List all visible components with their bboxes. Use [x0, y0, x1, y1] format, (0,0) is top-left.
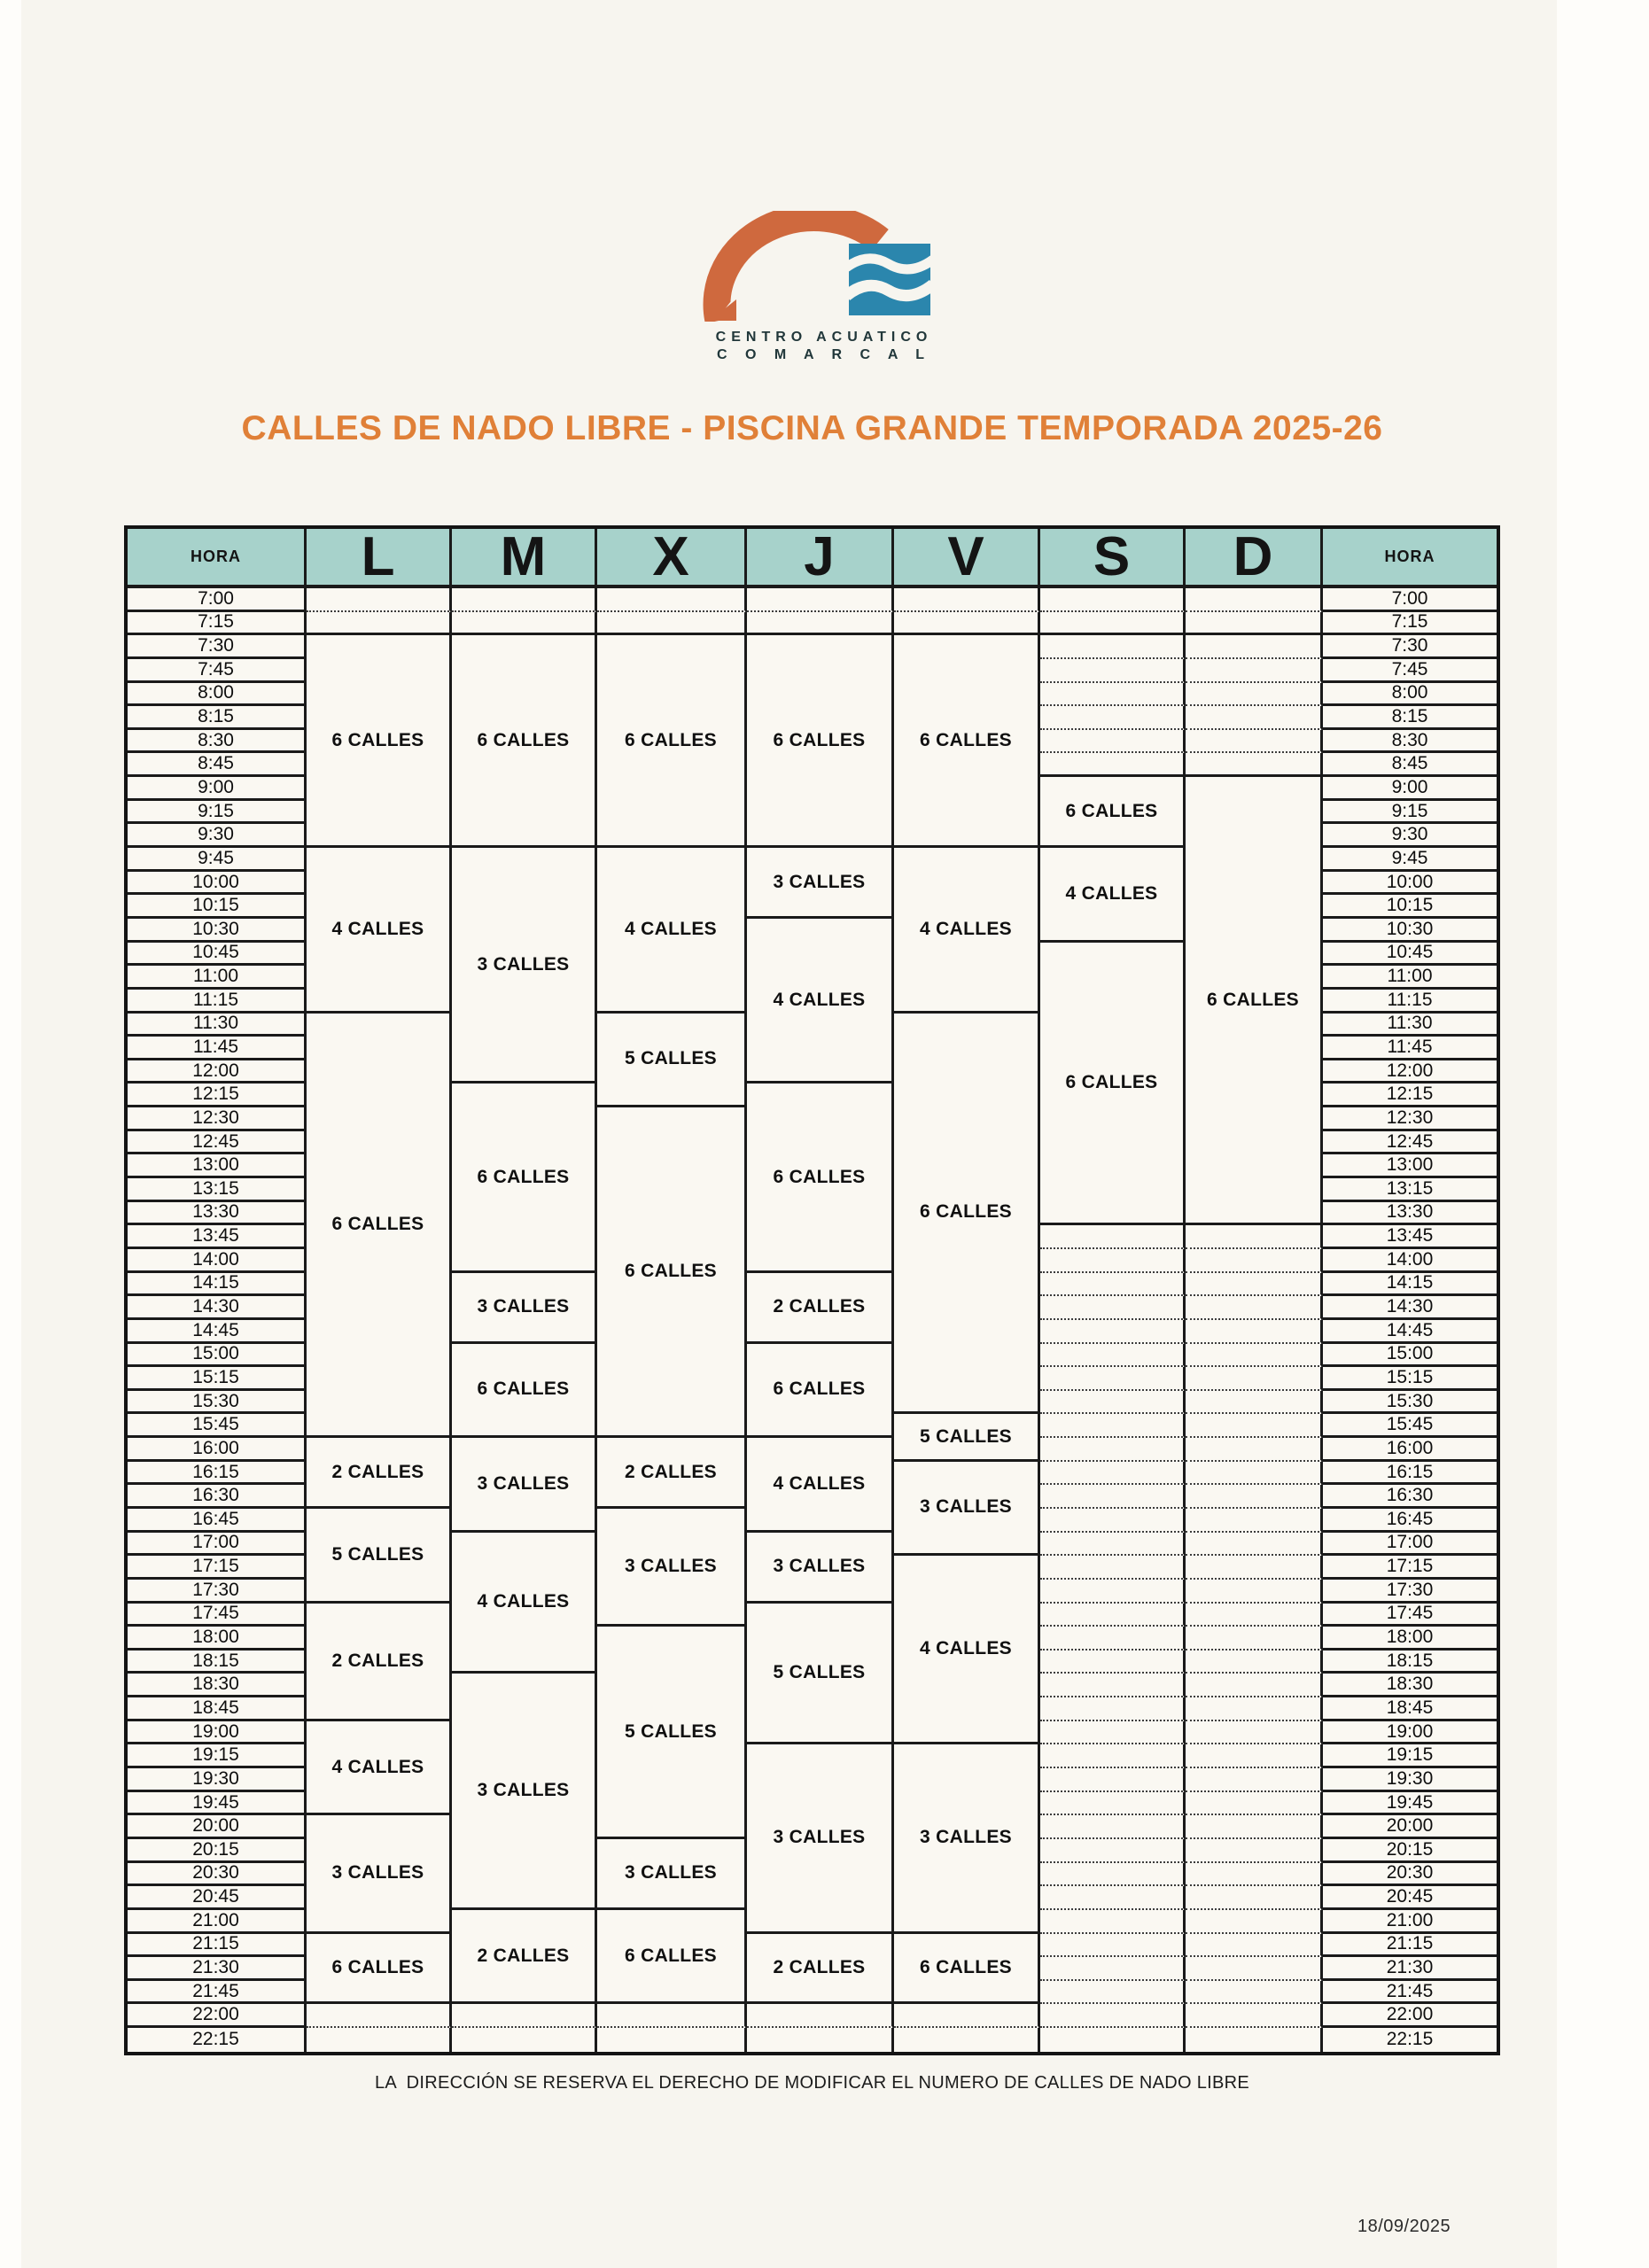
closed-slot — [1186, 1509, 1323, 1533]
closed-slot — [1040, 588, 1186, 612]
closed-slot — [1186, 1273, 1323, 1297]
closed-slot — [1186, 1556, 1323, 1580]
closed-slot — [1186, 1839, 1323, 1863]
time-cell: 18:00 — [1323, 1627, 1497, 1651]
closed-slot — [1040, 1438, 1186, 1462]
closed-slot — [747, 612, 894, 636]
closed-slot — [1040, 1651, 1186, 1674]
closed-slot — [1186, 1886, 1323, 1910]
closed-slot — [1040, 1509, 1186, 1533]
time-cell: 13:00 — [128, 1154, 307, 1178]
time-cell: 18:15 — [128, 1651, 307, 1674]
time-cell: 16:15 — [1323, 1462, 1497, 1486]
schedule-block: 6 CALLES — [1040, 943, 1186, 1226]
closed-slot — [1040, 683, 1186, 707]
schedule-block: 2 CALLES — [747, 1934, 894, 2005]
closed-slot — [1186, 588, 1323, 612]
time-cell: 7:00 — [1323, 588, 1497, 612]
closed-slot — [1040, 1296, 1186, 1320]
closed-slot — [1040, 1863, 1186, 1887]
schedule-block: 3 CALLES — [452, 848, 597, 1084]
closed-slot — [1186, 1744, 1323, 1768]
revision-date: 18/09/2025 — [1357, 2217, 1451, 2236]
header-cell-hora-right: HORA — [1323, 529, 1497, 588]
time-cell: 19:45 — [128, 1792, 307, 1816]
closed-slot — [894, 2004, 1040, 2028]
closed-slot — [307, 2028, 452, 2052]
time-cell: 18:30 — [128, 1674, 307, 1697]
time-cell: 16:30 — [128, 1485, 307, 1509]
time-cell: 14:15 — [128, 1273, 307, 1297]
time-cell: 12:00 — [128, 1060, 307, 1084]
schedule-block: 3 CALLES — [452, 1674, 597, 1909]
closed-slot — [1186, 1674, 1323, 1697]
time-cell: 8:00 — [128, 683, 307, 707]
schedule-block: 6 CALLES — [597, 1107, 747, 1438]
schedule-block: 2 CALLES — [452, 1910, 597, 2005]
closed-slot — [1040, 730, 1186, 754]
closed-slot — [1186, 1367, 1323, 1391]
time-cell: 17:45 — [1323, 1604, 1497, 1627]
time-cell: 11:15 — [128, 990, 307, 1014]
time-cell: 13:30 — [128, 1202, 307, 1226]
schedule-block: 3 CALLES — [894, 1744, 1040, 1933]
closed-slot — [1040, 1414, 1186, 1438]
closed-slot — [307, 612, 452, 636]
time-cell: 9:45 — [1323, 848, 1497, 872]
closed-slot — [1186, 1438, 1323, 1462]
closed-slot — [1040, 2028, 1186, 2052]
header-cell-day-d: D — [1186, 529, 1323, 588]
closed-slot — [1040, 1886, 1186, 1910]
time-cell: 17:00 — [1323, 1533, 1497, 1557]
closed-slot — [1040, 1721, 1186, 1745]
closed-slot — [1186, 1391, 1323, 1415]
closed-slot — [1040, 2004, 1186, 2028]
schedule-block: 2 CALLES — [307, 1604, 452, 1721]
closed-slot — [1186, 2028, 1323, 2052]
time-cell: 15:15 — [1323, 1367, 1497, 1391]
schedule-block: 4 CALLES — [747, 919, 894, 1084]
time-cell: 15:45 — [1323, 1414, 1497, 1438]
closed-slot — [1040, 1273, 1186, 1297]
time-cell: 22:15 — [1386, 2029, 1434, 2050]
time-cell: 10:45 — [1323, 943, 1497, 967]
time-cell: 15:15 — [128, 1367, 307, 1391]
schedule-block: 6 CALLES — [894, 1014, 1040, 1415]
time-cell: 22:00 — [1323, 2004, 1497, 2028]
time-cell: 16:15 — [128, 1462, 307, 1486]
time-cell: 7:30 — [128, 635, 307, 659]
time-cell: 20:30 — [1323, 1863, 1497, 1887]
time-cell: 20:15 — [128, 1839, 307, 1863]
closed-slot — [1186, 1249, 1323, 1273]
time-cell: 21:30 — [1323, 1957, 1497, 1981]
time-cell: 20:15 — [1323, 1839, 1497, 1863]
closed-slot — [1186, 1957, 1323, 1981]
time-cell: 17:30 — [128, 1580, 307, 1604]
time-cell: 22:15 — [128, 2028, 307, 2052]
time-cell: 13:15 — [128, 1178, 307, 1202]
time-cell: 9:30 — [1323, 824, 1497, 848]
schedule-block: 6 CALLES — [452, 635, 597, 848]
time-cell: 14:30 — [128, 1296, 307, 1320]
time-cell: 11:15 — [1323, 990, 1497, 1014]
closed-slot — [1040, 1674, 1186, 1697]
closed-slot — [1040, 706, 1186, 730]
time-cell: 20:45 — [1323, 1886, 1497, 1910]
time-cell: 7:45 — [1323, 659, 1497, 683]
time-cell: 15:30 — [128, 1391, 307, 1415]
schedule-block: 6 CALLES — [894, 1934, 1040, 2005]
footer-note: LA DIRECCIÓN SE RESERVA EL DERECHO DE MODIFICAR EL NUMERO DE CALLES DE NADO LIBRE — [374, 2073, 1250, 2093]
time-cell: 16:00 — [1323, 1438, 1497, 1462]
closed-slot — [1040, 1934, 1186, 1958]
closed-slot — [1186, 1225, 1323, 1249]
closed-slot — [1040, 1225, 1186, 1249]
time-cell: 18:00 — [128, 1627, 307, 1651]
closed-slot — [747, 588, 894, 612]
time-cell: 22:00 — [128, 2004, 307, 2028]
closed-slot — [747, 2028, 894, 2052]
closed-slot — [1186, 1320, 1323, 1344]
closed-slot — [1040, 1556, 1186, 1580]
header-cell-day-l: L — [307, 529, 452, 588]
closed-slot — [1040, 1815, 1186, 1839]
time-cell: 16:00 — [128, 1438, 307, 1462]
schedule-block: 6 CALLES — [747, 1084, 894, 1272]
schedule-block: 3 CALLES — [597, 1839, 747, 1910]
closed-slot — [1040, 1604, 1186, 1627]
time-cell: 8:30 — [1323, 730, 1497, 754]
closed-slot — [1040, 1344, 1186, 1368]
schedule-block: 3 CALLES — [597, 1509, 747, 1627]
time-cell: 17:30 — [1323, 1580, 1497, 1604]
schedule-block: 2 CALLES — [747, 1273, 894, 1344]
schedule-block: 6 CALLES — [747, 635, 894, 848]
closed-slot — [597, 588, 747, 612]
schedule-block: 2 CALLES — [597, 1438, 747, 1509]
aquatic-center-logo-icon — [703, 211, 945, 322]
schedule-block: 3 CALLES — [894, 1462, 1040, 1557]
closed-slot — [1186, 612, 1323, 636]
schedule-block: 4 CALLES — [747, 1438, 894, 1533]
closed-slot — [307, 2004, 452, 2028]
time-cell: 14:30 — [1323, 1296, 1497, 1320]
time-cell: 19:45 — [1323, 1792, 1497, 1816]
time-cell: 19:15 — [128, 1744, 307, 1768]
closed-slot — [1186, 706, 1323, 730]
schedule-block: 3 CALLES — [747, 1744, 894, 1933]
schedule-block: 4 CALLES — [1040, 848, 1186, 943]
time-cell: 21:45 — [1323, 1981, 1497, 2005]
closed-slot — [452, 2028, 597, 2052]
closed-slot — [307, 588, 452, 612]
schedule-block: 6 CALLES — [307, 635, 452, 848]
closed-slot — [1186, 1651, 1323, 1674]
time-cell: 12:45 — [128, 1131, 307, 1155]
time-cell: 13:00 — [1323, 1154, 1497, 1178]
time-cell: 14:15 — [1323, 1273, 1497, 1297]
time-cell: 19:30 — [128, 1768, 307, 1792]
closed-slot — [1186, 1721, 1323, 1745]
time-cell: 21:45 — [128, 1981, 307, 2005]
time-cell: 21:00 — [128, 1910, 307, 1934]
time-cell: 14:45 — [128, 1320, 307, 1344]
time-cell: 15:45 — [128, 1414, 307, 1438]
schedule-block: 2 CALLES — [307, 1438, 452, 1509]
time-cell: 11:45 — [128, 1037, 307, 1060]
closed-slot — [1186, 1485, 1323, 1509]
closed-slot — [1186, 1462, 1323, 1486]
schedule-block: 3 CALLES — [452, 1273, 597, 1344]
closed-slot — [1186, 1296, 1323, 1320]
time-cell: 10:00 — [1323, 872, 1497, 896]
time-cell: 10:45 — [128, 943, 307, 967]
closed-slot — [894, 2028, 1040, 2052]
schedule-block: 5 CALLES — [307, 1509, 452, 1604]
schedule-block: 4 CALLES — [894, 1556, 1040, 1744]
time-cell: 19:00 — [128, 1721, 307, 1745]
schedule-block: 6 CALLES — [452, 1084, 597, 1272]
time-cell: 10:15 — [128, 895, 307, 919]
header-cell-day-s: S — [1040, 529, 1186, 588]
logo-text-line2: C O M A R C A L — [716, 347, 932, 362]
closed-slot — [1040, 1367, 1186, 1391]
time-cell: 17:00 — [128, 1533, 307, 1557]
time-cell: 12:15 — [1323, 1084, 1497, 1107]
time-cell: 12:30 — [1323, 1107, 1497, 1131]
closed-slot — [597, 2028, 747, 2052]
closed-slot — [1040, 612, 1186, 636]
closed-slot — [1186, 1815, 1323, 1839]
header-cell-hora-left: HORA — [128, 529, 307, 588]
closed-slot — [1040, 659, 1186, 683]
closed-slot — [1040, 1768, 1186, 1792]
time-cell: 20:45 — [128, 1886, 307, 1910]
schedule-block: 5 CALLES — [597, 1627, 747, 1839]
schedule-block: 5 CALLES — [597, 1014, 747, 1108]
time-cell: 9:15 — [128, 801, 307, 825]
schedule-block: 6 CALLES — [452, 1344, 597, 1439]
closed-slot — [1186, 1414, 1323, 1438]
closed-slot — [1040, 1485, 1186, 1509]
time-cell: 14:00 — [1323, 1249, 1497, 1273]
closed-slot — [452, 612, 597, 636]
schedule-block: 6 CALLES — [894, 635, 1040, 848]
time-cell: 8:30 — [128, 730, 307, 754]
time-cell: 18:30 — [1323, 1674, 1497, 1697]
time-cell: 13:15 — [1323, 1178, 1497, 1202]
schedule-block: 6 CALLES — [1040, 777, 1186, 848]
time-cell: 14:45 — [1323, 1320, 1497, 1344]
time-cell: 10:30 — [1323, 919, 1497, 943]
closed-slot — [1186, 683, 1323, 707]
time-cell: 16:45 — [1323, 1509, 1497, 1533]
time-cell: 17:45 — [128, 1604, 307, 1627]
time-cell: 17:15 — [1323, 1556, 1497, 1580]
schedule-block: 4 CALLES — [452, 1533, 597, 1674]
closed-slot — [894, 588, 1040, 612]
closed-slot — [1186, 730, 1323, 754]
schedule-block: 6 CALLES — [307, 1014, 452, 1439]
closed-slot — [1040, 1744, 1186, 1768]
time-cell: 18:45 — [1323, 1697, 1497, 1721]
header-cell-day-m: M — [452, 529, 597, 588]
schedule-block: 3 CALLES — [747, 848, 894, 919]
time-cell: 12:00 — [1323, 1060, 1497, 1084]
time-cell: 9:00 — [128, 777, 307, 801]
closed-slot — [1040, 1957, 1186, 1981]
time-cell: 10:15 — [1323, 895, 1497, 919]
time-cell: 7:00 — [128, 588, 307, 612]
schedule-block: 3 CALLES — [452, 1438, 597, 1533]
time-cell: 21:00 — [1323, 1910, 1497, 1934]
closed-slot — [452, 588, 597, 612]
closed-slot — [1186, 659, 1323, 683]
closed-slot — [1186, 1580, 1323, 1604]
time-cell: 20:00 — [1323, 1815, 1497, 1839]
time-cell: 11:45 — [1323, 1037, 1497, 1060]
time-cell: 11:00 — [1323, 966, 1497, 990]
schedule-block: 3 CALLES — [307, 1815, 452, 1933]
time-cell: 16:45 — [128, 1509, 307, 1533]
schedule-block: 6 CALLES — [747, 1344, 894, 1439]
closed-slot — [1186, 1627, 1323, 1651]
time-cell: 15:00 — [1323, 1344, 1497, 1368]
logo-text-line1: CENTRO ACUATICO — [715, 330, 933, 345]
schedule-block: 6 CALLES — [597, 1910, 747, 2005]
time-cell: 8:00 — [1323, 683, 1497, 707]
schedule-block: 6 CALLES — [597, 635, 747, 848]
closed-slot — [597, 2004, 747, 2028]
closed-slot — [1186, 1697, 1323, 1721]
closed-slot — [1186, 753, 1323, 777]
time-cell: 8:45 — [1323, 753, 1497, 777]
scanner-edge-right — [1557, 0, 1649, 2268]
time-cell: 9:30 — [128, 824, 307, 848]
time-cell: 21:15 — [1323, 1934, 1497, 1958]
time-cell: 13:45 — [1323, 1225, 1497, 1249]
time-cell: 16:30 — [1323, 1485, 1497, 1509]
time-cell: 10:30 — [128, 919, 307, 943]
time-cell: 13:30 — [1323, 1202, 1497, 1226]
closed-slot — [1186, 1768, 1323, 1792]
closed-slot — [1040, 1697, 1186, 1721]
time-cell: 14:00 — [128, 1249, 307, 1273]
closed-slot — [1040, 1533, 1186, 1557]
page-title: CALLES DE NADO LIBRE - PISCINA GRANDE TEMPORADA 2025-26 — [241, 409, 1383, 447]
time-cell: 20:00 — [128, 1815, 307, 1839]
closed-slot — [1040, 1981, 1186, 2005]
closed-slot — [1040, 753, 1186, 777]
time-cell: 12:15 — [128, 1084, 307, 1107]
time-cell: 19:00 — [1323, 1721, 1497, 1745]
schedule-block: 4 CALLES — [597, 848, 747, 1013]
closed-slot — [1186, 1863, 1323, 1887]
header-cell-day-j: J — [747, 529, 894, 588]
time-cell: 15:00 — [128, 1344, 307, 1368]
time-cell: 8:15 — [1323, 706, 1497, 730]
closed-slot — [1040, 1391, 1186, 1415]
closed-slot — [1040, 1910, 1186, 1934]
closed-slot — [1040, 1320, 1186, 1344]
closed-slot — [1040, 1839, 1186, 1863]
time-cell: 15:30 — [1323, 1391, 1497, 1415]
time-cell: 12:30 — [128, 1107, 307, 1131]
closed-slot — [597, 612, 747, 636]
time-cell: 7:45 — [128, 659, 307, 683]
closed-slot — [1186, 1344, 1323, 1368]
time-cell: 13:45 — [128, 1225, 307, 1249]
closed-slot — [1186, 1934, 1323, 1958]
schedule-block: 6 CALLES — [1186, 777, 1323, 1225]
closed-slot — [1040, 1462, 1186, 1486]
closed-slot — [1040, 1580, 1186, 1604]
time-cell: 18:45 — [128, 1697, 307, 1721]
closed-slot — [1186, 1910, 1323, 1934]
time-cell: 9:00 — [1323, 777, 1497, 801]
schedule-block: 3 CALLES — [747, 1533, 894, 1604]
schedule-table — [124, 525, 1500, 2055]
time-cell: 20:30 — [128, 1863, 307, 1887]
closed-slot — [1040, 1627, 1186, 1651]
time-cell: 12:45 — [1323, 1131, 1497, 1155]
schedule-block: 4 CALLES — [894, 848, 1040, 1013]
time-cell: 19:15 — [1323, 1744, 1497, 1768]
closed-slot — [1040, 635, 1186, 659]
time-cell: 18:15 — [1323, 1651, 1497, 1674]
time-cell: 19:30 — [1323, 1768, 1497, 1792]
logo — [703, 211, 945, 363]
schedule-block: 6 CALLES — [307, 1934, 452, 2005]
time-cell: 8:45 — [128, 753, 307, 777]
closed-slot — [1186, 1533, 1323, 1557]
header-cell-day-v: V — [894, 529, 1040, 588]
time-cell: 7:15 — [128, 612, 307, 636]
closed-slot — [1186, 1604, 1323, 1627]
schedule-block: 4 CALLES — [307, 1721, 452, 1816]
time-cell: 9:45 — [128, 848, 307, 872]
closed-slot — [452, 2004, 597, 2028]
closed-slot — [1040, 1792, 1186, 1816]
closed-slot — [1186, 2004, 1323, 2028]
time-cell: 11:30 — [128, 1014, 307, 1037]
time-cell: 21:15 — [128, 1934, 307, 1958]
time-cell: 10:00 — [128, 872, 307, 896]
header-cell-day-x: X — [597, 529, 747, 588]
time-cell: 9:15 — [1323, 801, 1497, 825]
closed-slot — [1186, 1792, 1323, 1816]
closed-slot — [894, 612, 1040, 636]
closed-slot — [747, 2004, 894, 2028]
scanner-edge-left — [0, 0, 21, 2268]
closed-slot — [1040, 1249, 1186, 1273]
time-cell: 8:15 — [128, 706, 307, 730]
schedule-block: 5 CALLES — [894, 1414, 1040, 1461]
time-cell: 11:30 — [1323, 1014, 1497, 1037]
time-cell: 21:30 — [128, 1957, 307, 1981]
schedule-block: 5 CALLES — [747, 1604, 894, 1745]
schedule-block: 4 CALLES — [307, 848, 452, 1013]
time-cell: 7:30 — [1323, 635, 1497, 659]
time-cell: 11:00 — [128, 966, 307, 990]
time-cell: 17:15 — [128, 1556, 307, 1580]
time-cell: 7:15 — [1323, 612, 1497, 636]
closed-slot — [1186, 1981, 1323, 2005]
closed-slot — [1186, 635, 1323, 659]
